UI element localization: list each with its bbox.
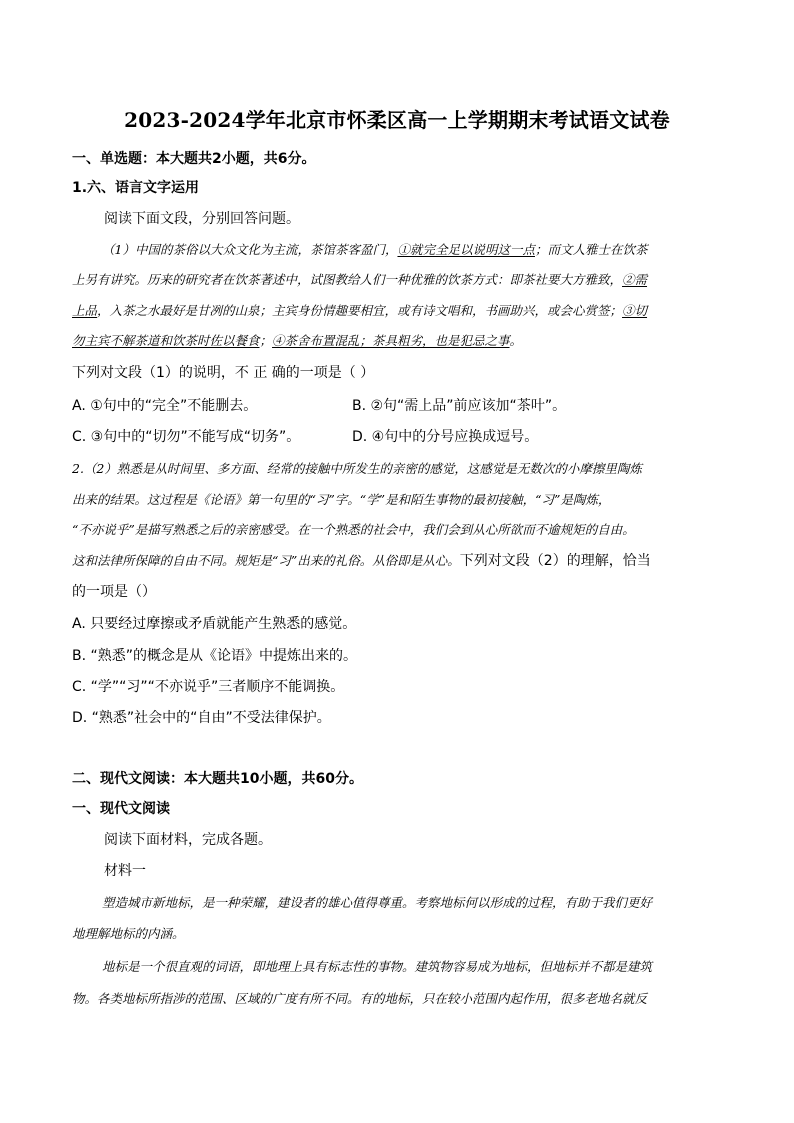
passage1-line1 [102,240,648,258]
exam-title: 2023-2024学年北京市怀柔区高一上学期期末考试语文试卷 [124,108,670,132]
passage1-underline: ①就完全足以说明这一点 [397,242,535,257]
material-line3: 地标是一个很直观的词语，即地理上具有标志性的事物。建筑物容易成为地标，但地标并不都是建筑 [102,959,653,974]
section2-subheading: 一、现代文阅读 [72,801,170,817]
passage1-text: ，入茶之水最好是甘冽的山泉；主宾身份情趣要相宜，或有诗文唱和，书画助兴，或会心赏签； [97,303,623,318]
material-line2: 地理解地标的内涵。 [72,926,185,941]
q2-line2: 出来的结果。这过程是《论语》第一句里的“习”字。“学”是和陌生事物的最初接触，“习”是陶炼， [72,492,611,507]
q2-line4 [72,550,651,570]
q2-option-d[interactable]: D. “熟悉”社会中的“自由”不受法律保护。 [72,710,331,726]
passage1-underline: 上品 [72,303,98,318]
passage1-underline: ③切 [622,303,648,318]
q2-line5: 的一项是（） [72,584,156,600]
q1-label: 1.六、语言文字运用 [72,180,200,196]
material-line1: 塑造城市新地标，是一种荣耀，建设者的雄心值得尊重。考察地标何以形成的过程，有助于我们更好 [102,895,653,910]
passage1-text: ；而文人雅士在饮茶 [534,242,648,257]
passage1-line4 [72,331,522,349]
q1-question: 下列对文段（1）的说明，不 正 确的一项是（ ） [72,365,375,381]
material-label: 材料一 [104,863,146,879]
passage1-text: ； [259,333,273,348]
section2-intro: 阅读下面材料，完成各题。 [104,832,272,848]
q1-intro: 阅读下面文段，分别回答问题。 [104,211,300,227]
q2-option-c[interactable]: C. “学”“习”“不亦说乎”三者顺序不能调换。 [72,679,345,695]
passage1-text: 上另有讲究。历来的研究者在饮茶著述中，试图教给人们一种优雅的饮茶方式：即茶社要大方雅致， [72,272,623,287]
section1-heading: 一、单选题：本大题共2小题，共6分。 [72,151,316,167]
material-line4: 物。各类地标所指涉的范围、区域的广度有所不同。有的地标，只在较小范围内起作用，很多老地名就反 [72,991,648,1006]
passage1-underline: ②需 [622,272,648,287]
q2-line1: 2.（2）熟悉是从时间里、多方面、经常的接触中所发生的亲密的感觉，这感觉是无数次的小摩擦里陶炼 [72,461,642,476]
q2-passage-text: 这和法律所保障的自由不同。规矩是“习”出来的礼俗。从俗即是从心。 [72,553,460,568]
passage1-line3 [72,301,647,319]
section2-heading: 二、现代文阅读：本大题共10小题，共60分。 [72,771,363,787]
passage1-text: （1）中国的茶俗以大众文化为主流，茶馆茶客盈门， [102,242,398,257]
q2-option-b[interactable]: B. “熟悉”的概念是从《论语》中提炼出来的。 [72,648,358,664]
passage1-underline: 勿主宾不解茶道和饮茶时佐以餐食 [72,333,260,348]
q1-option-d[interactable]: D. ④句中的分号应换成逗号。 [352,429,539,445]
q1-option-c[interactable]: C. ③句中的“切勿”不能写成“切务”。 [72,429,301,445]
passage1-underline: ④茶舍布置混乱；茶具粗劣，也是犯忌之事 [272,333,510,348]
passage1-line2 [72,270,647,288]
q1-option-a[interactable]: A. ①句中的“完全”不能删去。 [72,398,258,414]
q1-option-b[interactable]: B. ②句“需上品”前应该加“茶叶”。 [352,398,567,414]
q2-option-a[interactable]: A. 只要经过摩擦或矛盾就能产生熟悉的感觉。 [72,616,357,632]
passage1-text: 。 [509,333,523,348]
q2-line3: “不亦说乎”是描写熟悉之后的亲密感受。在一个熟悉的社会中，我们会到从心所欲而不逾规矩的自由。 [72,522,635,537]
q2-question-text: 下列对文段（2）的理解，恰当 [459,553,651,569]
